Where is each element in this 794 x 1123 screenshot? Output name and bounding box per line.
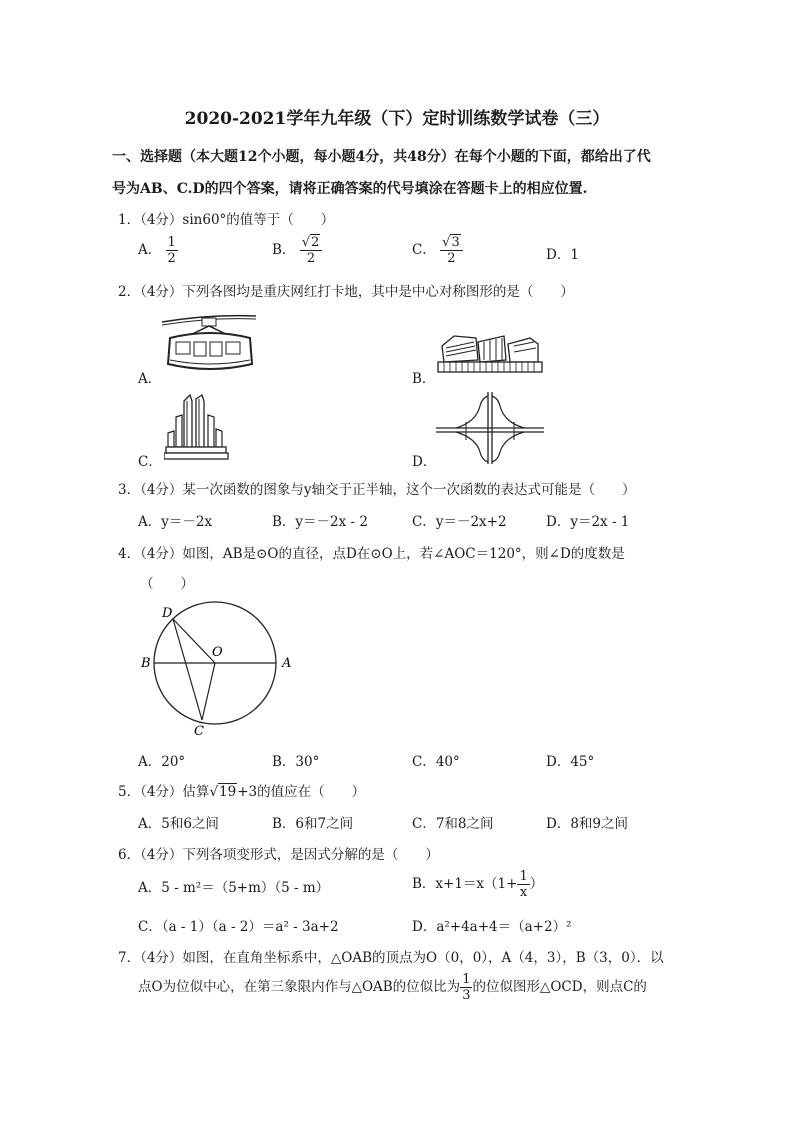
numerator: 1	[167, 235, 176, 250]
point-label-o: O	[212, 645, 223, 660]
question-6-option-b	[412, 870, 543, 899]
page-title: 2020-2021学年九年级（下）定时训练数学试卷（三）	[184, 109, 610, 129]
question-1-option-c	[412, 236, 463, 265]
section-heading-line1: 一、选择题（本大题12个小题，每小题4分，共48分）在每个小题的下面，都给出了代	[112, 149, 651, 165]
radicand: 2	[311, 235, 320, 250]
cable-car-image	[160, 312, 260, 378]
question-4-option-b: B．30°	[272, 754, 320, 770]
stem-text: 5．（4分）估算	[118, 784, 210, 800]
denominator: x	[519, 885, 528, 900]
numerator: √2	[300, 236, 323, 251]
interchange-image	[436, 392, 544, 464]
fraction	[440, 236, 463, 265]
option-label: B．	[272, 242, 296, 258]
section-heading-line2: 号为AB、C.D的四个答案，请将正确答案的代号填涂在答题卡上的相应位置.	[112, 181, 588, 197]
option-label: A．	[138, 242, 162, 258]
question-4-option-d: D．45°	[546, 754, 595, 770]
question-3-option-a: A．y＝－2x	[138, 514, 213, 530]
question-2-stem: 2．（4分）下列各图均是重庆网红打卡地，其中是中心对称图形的是（ ）	[118, 284, 574, 300]
question-2-option-a: A．	[138, 371, 162, 387]
building-image	[434, 330, 546, 376]
question-5-option-b: B．6和7之间	[272, 816, 354, 832]
question-1-option-a	[138, 236, 178, 265]
question-3-stem: 3．（4分）某一次函数的图象与y轴交于正半轴，这个一次函数的表达式可能是（ ）	[118, 482, 636, 498]
question-3-option-b: B．y＝－2x - 2	[272, 514, 368, 530]
point-label-c: C	[194, 724, 204, 739]
question-5-option-c: C．7和8之间	[412, 816, 494, 832]
question-1-stem: 1．（4分）sin60°的值等于（ ）	[118, 212, 335, 228]
denominator: 2	[306, 251, 316, 266]
question-2-option-b: B．	[412, 371, 436, 387]
question-6-stem: 6．（4分）下列各项变形式，是因式分解的是（ ）	[118, 847, 439, 863]
fraction	[300, 236, 323, 265]
question-7-line2	[138, 973, 647, 1002]
question-6-option-c: C．（a - 1）（a - 2）＝a² - 3a+2	[138, 919, 339, 935]
fraction	[517, 870, 529, 899]
question-6-option-a: A．5 - m²＝（5+m）（5 - m）	[138, 880, 330, 896]
denominator: 3	[462, 988, 471, 1003]
point-label-d: D	[162, 606, 173, 621]
question-5-stem: 5．（4分）估算√19+3的值应在（ ）	[118, 784, 366, 800]
question-6-option-d: D．a²+4a+4＝（a+2）²	[412, 919, 572, 935]
radicand: 3	[451, 235, 460, 250]
question-1-option-b	[272, 236, 322, 265]
question-1-option-d: D．1	[546, 247, 579, 263]
question-4-option-a: A．20°	[138, 754, 186, 770]
question-5-option-a: A．5和6之间	[138, 816, 219, 832]
question-3-option-c: C．y＝－2x+2	[412, 514, 507, 530]
question-3-option-d: D．y＝2x - 1	[546, 514, 630, 530]
option-text: B．x+1＝x（1+	[412, 876, 518, 892]
denominator: 2	[167, 251, 176, 266]
question-7-line1: 7．（4分）如图，在直角坐标系中，△OAB的顶点为O（0，0），A（4，3），B（3，0）．以	[118, 950, 664, 966]
question-2-option-d: D．	[412, 454, 437, 470]
question-4-answer-paren: （ ）	[140, 576, 194, 592]
numerator: √3	[440, 236, 463, 251]
denominator: 2	[447, 251, 456, 266]
question-5-option-d: D．8和9之间	[546, 816, 629, 832]
option-text: ）	[529, 876, 544, 892]
radicand: 19	[219, 784, 237, 800]
point-label-a: A	[282, 656, 292, 671]
circle-geometry-figure	[136, 598, 300, 740]
question-2-option-c: C．	[138, 454, 162, 470]
numerator: 1	[462, 972, 471, 987]
option-label: C．	[412, 242, 436, 258]
numerator: 1	[519, 869, 528, 884]
stem-text: 点O为位似中心，在第三象限内作与△OAB的位似比为	[138, 979, 461, 995]
stem-text: 的位似图形△OCD，则点C的	[472, 979, 647, 995]
question-4-stem: 4．（4分）如图，AB是⊙O的直径，点D在⊙O上，若∠AOC＝120°，则∠D的度数是	[118, 546, 625, 562]
stem-text: +3的值应在（ ）	[237, 784, 366, 800]
fraction	[460, 973, 472, 1002]
question-4-option-c: C．40°	[412, 754, 460, 770]
point-label-b: B	[141, 656, 151, 671]
fraction	[166, 236, 178, 265]
twin-towers-image	[164, 393, 230, 463]
